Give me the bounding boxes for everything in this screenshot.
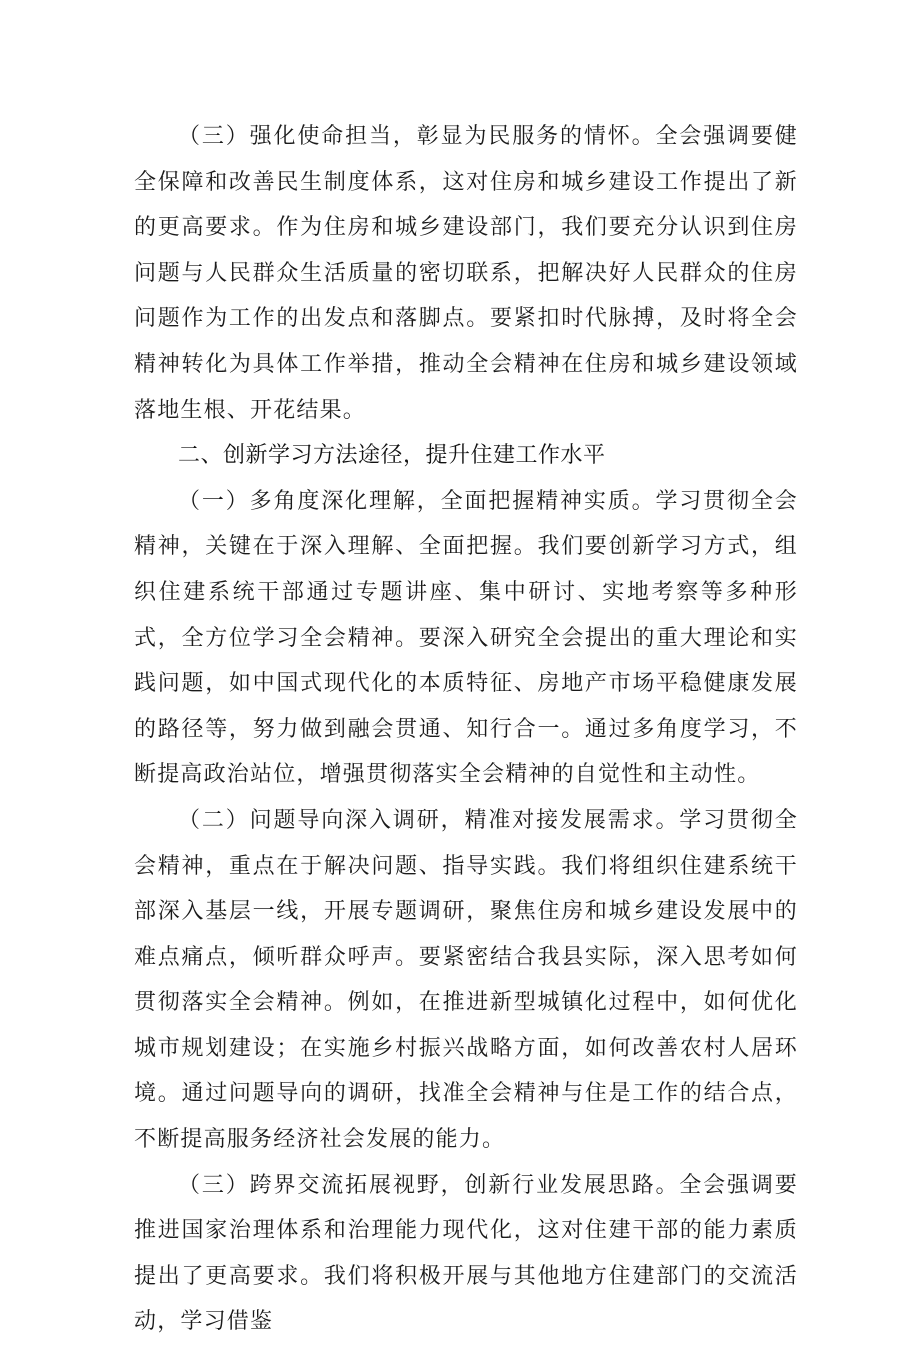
paragraph-strengthen-mission: （三）强化使命担当，彰显为民服务的情怀。全会强调要健全保障和改善民生制度体系，这对住房和城乡建设工作提出了新的更高要求。作为住房和城乡建设部门，我们要充分认识到住房问题与人民群众生活质量的密切联系，把解决好人民群众的住房问题作为工作的出发点和落脚点。要紧扣时代脉搏，及时将全会精神转化为具体工作举措，推动全会精神在住房和城乡建设领域落地生根、开花结果。: [134, 124, 798, 423]
paragraph-problem-oriented-research: （二）问题导向深入调研，精准对接发展需求。学习贯彻全会精神，重点在于解决问题、指导实践。我们将组织住建系统干部深入基层一线，开展专题调研，聚焦住房和城乡建设发展中的难点痛点，倾听群众呼声。要紧密结合我县实际，深入思考如何贯彻落实全会精神。例如，在推进新型城镇化过程中，如何优化城市规划建设；在实施乡村振兴战略方面，如何改善农村人居环境。通过问题导向的调研，找准全会精神与住是工作的结合点，不断提高服务经济社会发展的能力。: [134, 807, 798, 1153]
paragraph-multi-angle-study: （一）多角度深化理解，全面把握精神实质。学习贯彻全会精神，关键在于深入理解、全面把握。我们要创新学习方式，组织住建系统干部通过专题讲座、集中研讨、实地考察等多种形式，全方位学习全会精神。要深入研究全会提出的重大理论和实践问题，如中国式现代化的本质特征、房地产市场平稳健康发展的路径等，努力做到融会贯通、知行合一。通过多角度学习，不断提高政治站位，增强贯彻落实全会精神的自觉性和主动性。: [134, 488, 798, 788]
paragraph-cross-border-exchange: （三）跨界交流拓展视野，创新行业发展思路。全会强调要推进国家治理体系和治理能力现代化，这对住建干部的能力素质提出了更高要求。我们将积极开展与其他地方住建部门的交流活动，学习借鉴: [134, 1172, 798, 1335]
document-body: [134, 114, 798, 1345]
section-heading: 二、创新学习方法途径，提升住建工作水平: [178, 443, 606, 469]
